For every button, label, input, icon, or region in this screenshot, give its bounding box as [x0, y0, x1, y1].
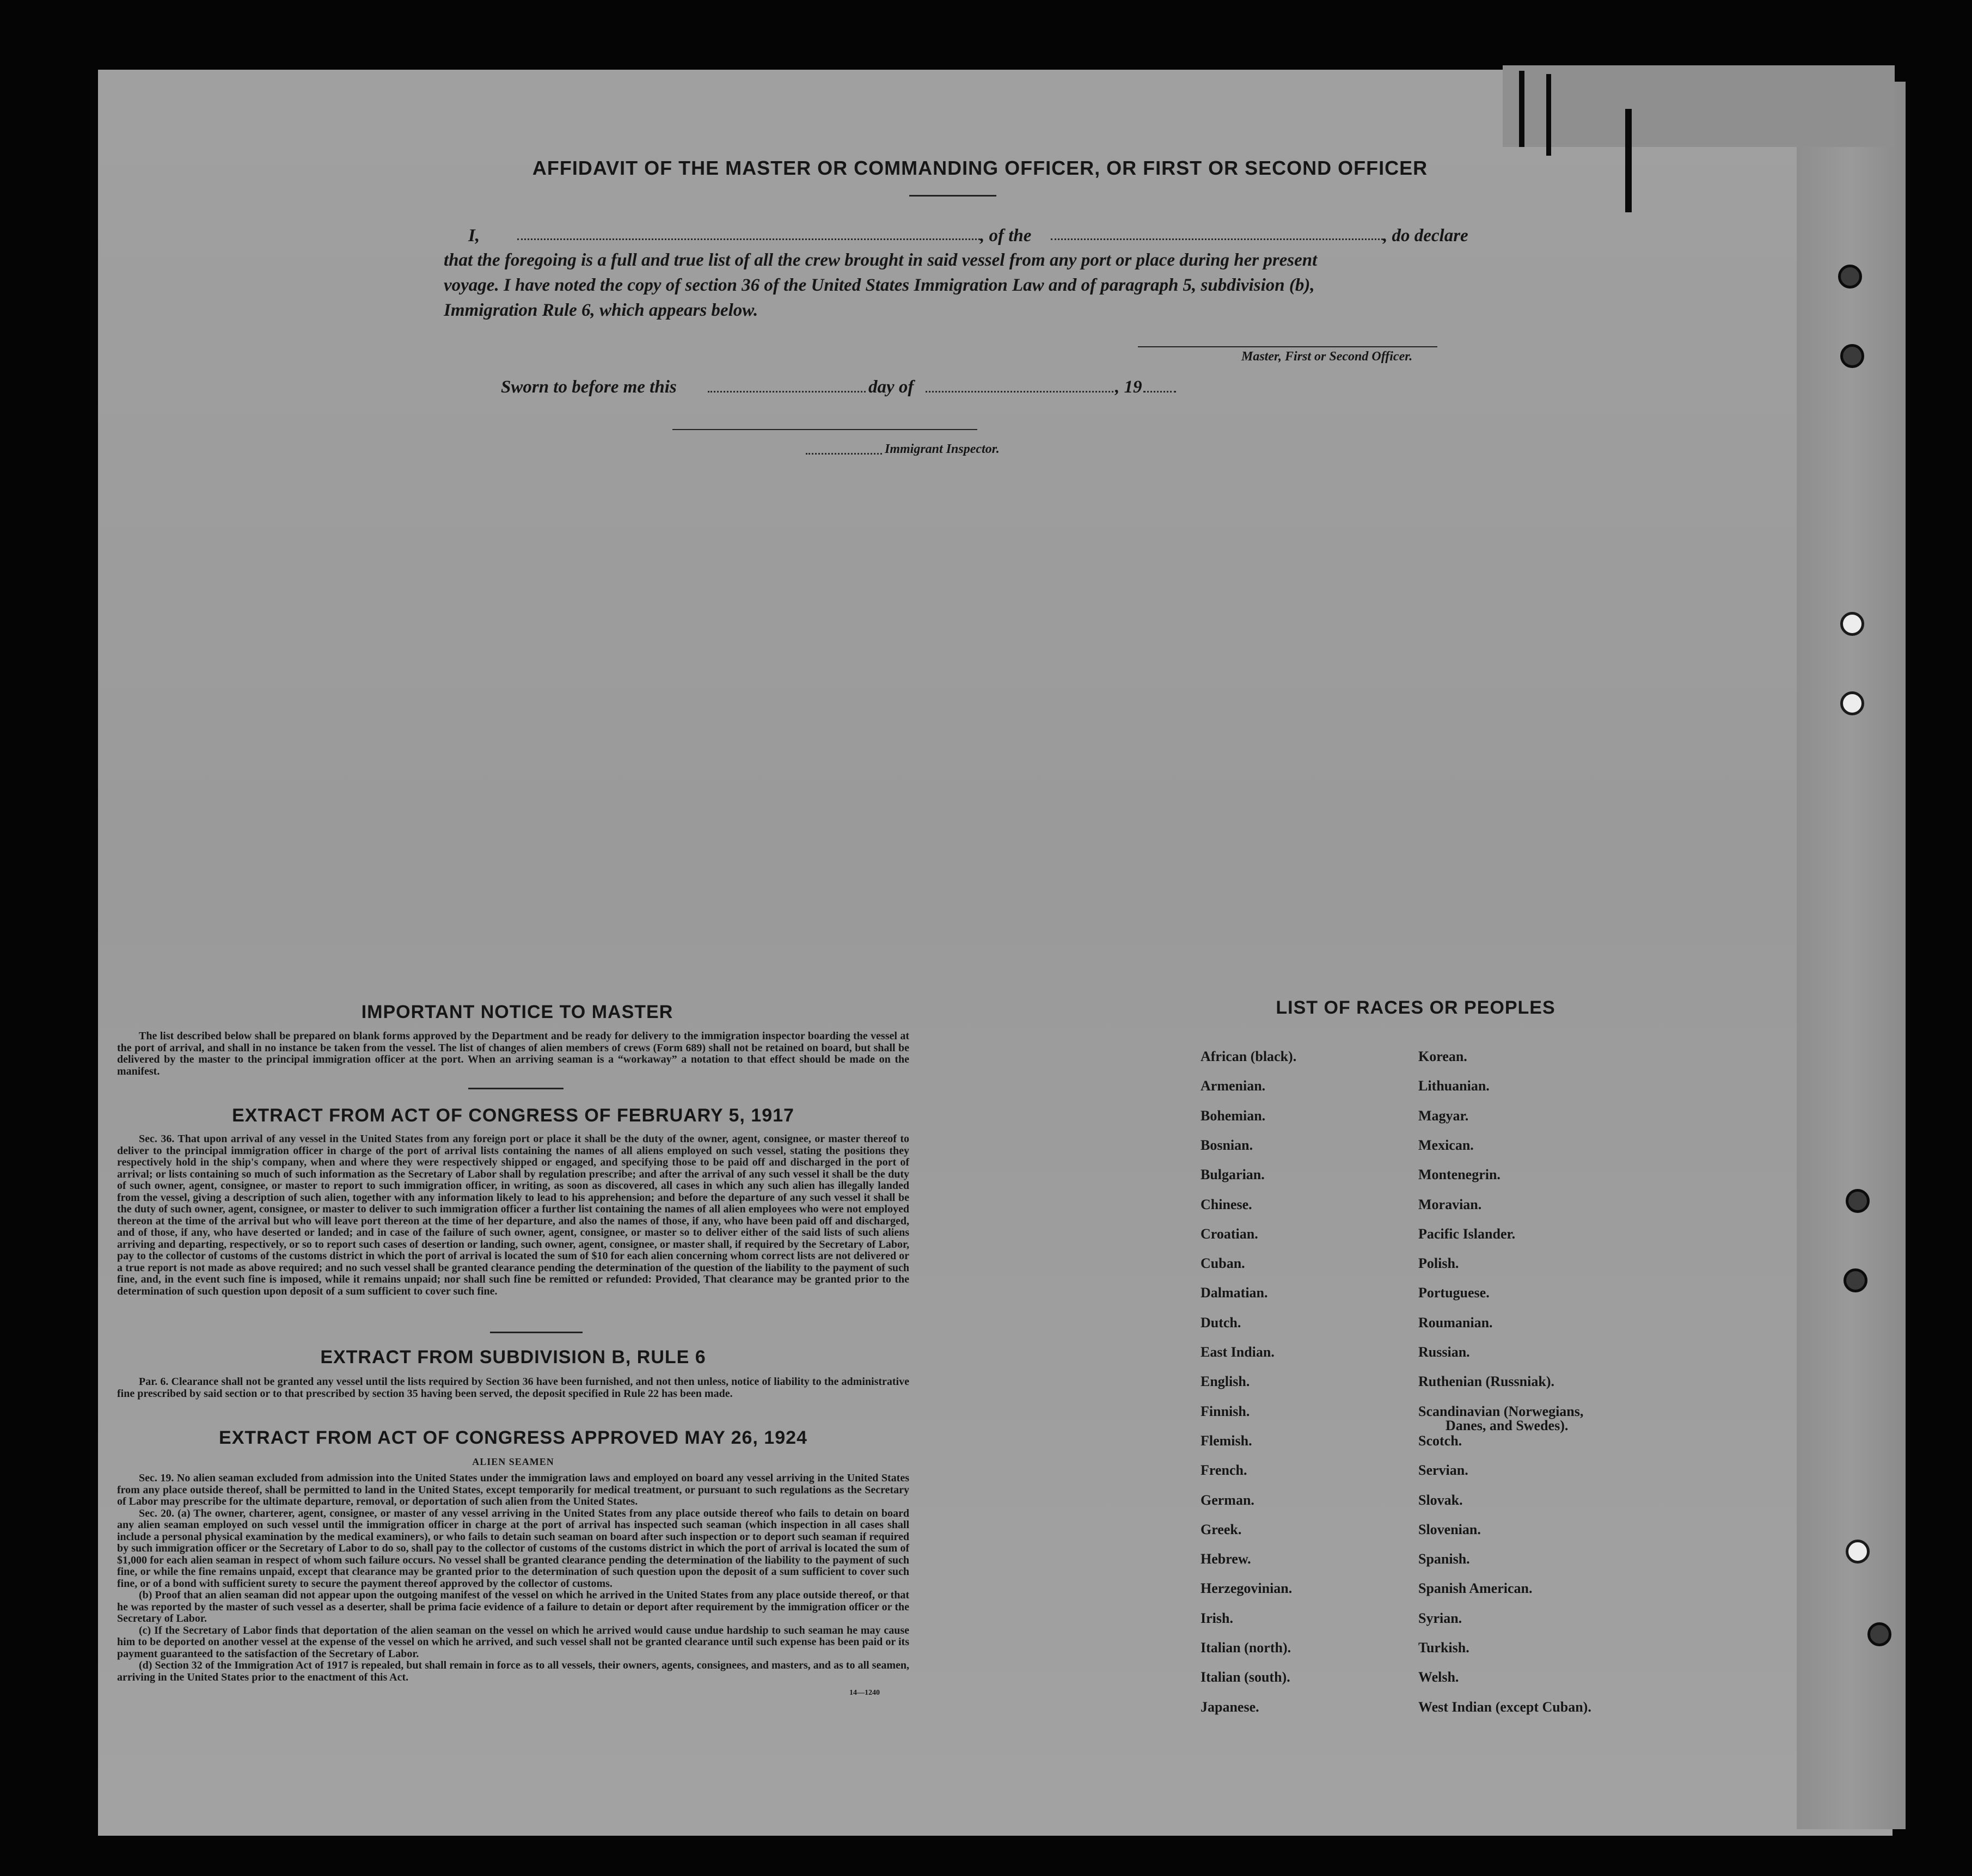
sworn-day-field[interactable]: [708, 391, 866, 393]
binder-tab: [1519, 71, 1524, 147]
race-item: Cuban.: [1201, 1255, 1245, 1271]
race-item: Slovak.: [1418, 1492, 1463, 1508]
alien-seamen-subtitle: ALIEN SEAMEN: [472, 1456, 554, 1467]
inspector-label: Immigrant Inspector.: [885, 442, 1000, 456]
par-6-text: Par. 6. Clearance shall not be granted any vessel until the lists required by Section 36 have been furnished, and not then unless, notice of liability to the administrative fine prescribed by said section or to that prescribed by section 35 having been served, the deposit specified in Rule 22 has been made.: [117, 1376, 909, 1400]
race-item: Servian.: [1418, 1462, 1468, 1478]
binder-tab: [1546, 74, 1551, 156]
punch-hole: [1840, 344, 1864, 368]
divider: [490, 1332, 583, 1333]
race-item: French.: [1201, 1462, 1247, 1478]
notice-body: [117, 1031, 909, 1077]
race-item: Lithuanian.: [1418, 1078, 1490, 1094]
race-item: Croatian.: [1201, 1226, 1258, 1242]
race-item: Roumanian.: [1418, 1315, 1493, 1331]
punch-hole: [1846, 1540, 1870, 1564]
title-underline: [909, 195, 996, 197]
extract-1917-body: [117, 1133, 909, 1297]
race-item: Dutch.: [1201, 1315, 1241, 1331]
race-item: Syrian.: [1418, 1610, 1462, 1626]
master-signature-label: Master, First or Second Officer.: [1241, 350, 1413, 364]
binder-tab: [1625, 109, 1632, 212]
race-item: Italian (north).: [1201, 1640, 1291, 1656]
affidavit-line-2: that the foregoing is a full and true list of all the crew brought in said vessel from any port or place during her present: [444, 250, 1318, 270]
section-20d-text: (d) Section 32 of the Immigration Act of 1917 is repealed, but shall remain in force as to all vessels, their owners, agents, consignees, and masters, and as to all seamen, arriving in the United States prior to the enactment of this Act.: [117, 1659, 909, 1683]
race-item: Bohemian.: [1201, 1108, 1266, 1124]
race-item: East Indian.: [1201, 1344, 1275, 1360]
race-item: Ruthenian (Russniak).: [1418, 1374, 1554, 1389]
race-item: Hebrew.: [1201, 1551, 1251, 1567]
race-item: Welsh.: [1418, 1669, 1459, 1685]
race-item: Danes, and Swedes).: [1446, 1418, 1569, 1433]
race-item: Pacific Islander.: [1418, 1226, 1516, 1242]
punch-hole: [1846, 1189, 1870, 1213]
race-item: Spanish.: [1418, 1551, 1470, 1567]
section-36-text: Sec. 36. That upon arrival of any vessel in the United States from any foreign port or place it shall be the duty of the owner, agent, consignee, or master thereof to deliver to the principal immigration officer in charge of the port of arrival lists containing the names of all aliens employed on such vessel, stating the positions they respectively hold in the ship's company, when and where they were respectively shipped or engaged, and specifying those to be paid off and discharged in the port of arrival; or lists containing so much of such information as the Secretary of Labor shall by regulation prescribe; and after the arrival of any such vessel it shall be the duty of such owner, agent, consignee, or master to report to such immigration officer, in writing, as soon as discovered, all cases in which any such alien has illegally landed from the vessel, giving a description of such alien, together with any information likely to lead to his apprehension; and before the departure of any such vessel it shall be the duty of such owner, agent, consignee, or master to deliver to such immigration officer a further list containing the names of all alien employees who were not employed thereon at the time of the arrival but who will leave port thereon at the time of her departure, and also the names of those, if any, who have been paid off and discharged, and of those, if any, who have deserted or landed; and in case of the failure of such owner, agent, consignee, or master so to deliver either of the said lists of such aliens arriving and departing, respectively, or so to report such cases of desertion or landing, such owner, agent, consignee, or master shall, if required by the Secretary of Labor, pay to the collector of customs of the customs district in which the port of arrival is located the sum of $10 for each alien concerning whom correct lists are not delivered or a true report is not made as above required; and no such vessel shall be granted clearance pending the determination of the question of the liability to the payment of such fine, and, in the event such fine is imposed, while it remains unpaid; nor shall such fine be remitted or refunded: Provided, That clearance may be granted prior to the determination of such question upon deposit of a sum sufficient to cover such fine.: [117, 1133, 909, 1297]
race-item: West Indian (except Cuban).: [1418, 1699, 1591, 1715]
declare-label: , do declare: [1383, 226, 1468, 246]
race-item: Turkish.: [1418, 1640, 1469, 1656]
race-item: African (black).: [1201, 1049, 1297, 1064]
section-20a-text: Sec. 20. (a) The owner, charterer, agent, consignee, or master of any vessel arriving in the United States from any place outside thereof who fails to detain on board any alien seaman employed on such vessel until the immigration officer in charge at the port of arrival has inspected such seaman (which inspection in all cases shall include a personal physical examination by the medical examiners), or who fails to detain such seaman on board after such inspection or to deport such seaman if required by such immigration officer or the Secretary of Labor to do so, shall pay to the collector of customs of the customs district in which the port of arrival is located the sum of $1,000 for each alien seaman in respect of whom such failure occurs. No vessel shall be granted clearance pending the determination of the liability to the payment of such fine, or while the fine remains unpaid, except that clearance may be granted prior to the determination of such question upon the deposit of a sum sufficient to cover such fine, or of a bond with sufficient surety to secure the payment thereof approved by the collector of customs.: [117, 1507, 909, 1590]
race-item: Irish.: [1201, 1610, 1233, 1626]
punch-hole: [1844, 1268, 1867, 1292]
of-the-label: , of the: [980, 226, 1032, 246]
extract-1917-title: EXTRACT FROM ACT OF CONGRESS OF FEBRUARY 5, 1917: [232, 1105, 794, 1126]
race-item: Polish.: [1418, 1255, 1459, 1271]
extract-rule6-body: [117, 1376, 909, 1400]
inspector-signature-line[interactable]: [672, 429, 977, 430]
section-19-text: Sec. 19. No alien seaman excluded from admission into the United States under the immigration laws and employed on board any vessel arriving in the United States from any place outside thereof, shall be permitted to land in the United States, except temporarily for medical treatment, or pursuant to such regulations as the Secretary of Labor may prescribe for the ultimate departure, removal, or deportation of such alien from the United States.: [117, 1472, 909, 1507]
punch-hole: [1840, 612, 1864, 636]
sworn-label: Sworn to before me this: [501, 377, 677, 397]
race-item: Moravian.: [1418, 1197, 1482, 1212]
extract-1924-title: EXTRACT FROM ACT OF CONGRESS APPROVED MAY 26, 1924: [219, 1427, 807, 1448]
section-20c-text: (c) If the Secretary of Labor finds that deportation of the alien seaman on the vessel on which he arrived would cause undue hardship to such seaman he may cause him to be deported on another vessel at the expense of the vessel on which he arrived, and such vessel shall not be granted clearance until such expense has been paid or its payment guaranteed to the satisfaction of the Secretary of Labor.: [117, 1624, 909, 1660]
punch-hole: [1867, 1622, 1891, 1646]
race-item: Armenian.: [1201, 1078, 1266, 1094]
race-item: German.: [1201, 1492, 1254, 1508]
affidavit-line-3: voyage. I have noted the copy of section 36 of the United States Immigration Law and of paragraph 5, subdivision (b),: [444, 275, 1315, 295]
race-item: Scandinavian (Norwegians,: [1418, 1403, 1584, 1419]
race-item: Japanese.: [1201, 1699, 1259, 1715]
race-item: Portuguese.: [1418, 1285, 1490, 1301]
notice-title: IMPORTANT NOTICE TO MASTER: [361, 1002, 673, 1022]
torn-corner: [1503, 65, 1895, 147]
race-item: Korean.: [1418, 1049, 1467, 1064]
divider: [468, 1088, 564, 1089]
form-number: 14—1240: [849, 1689, 880, 1697]
declarant-name-field[interactable]: [517, 238, 980, 240]
race-item: English.: [1201, 1374, 1250, 1389]
race-item: Finnish.: [1201, 1403, 1250, 1419]
race-item: Chinese.: [1201, 1197, 1252, 1212]
punch-hole: [1840, 691, 1864, 715]
race-item: Magyar.: [1418, 1108, 1469, 1124]
year-label: , 19: [1115, 377, 1142, 397]
race-item: Bulgarian.: [1201, 1167, 1265, 1182]
race-item: Bosnian.: [1201, 1137, 1253, 1153]
extract-1924-body: [117, 1473, 909, 1683]
inspector-dots: [806, 453, 882, 455]
races-title: LIST OF RACES OR PEOPLES: [1276, 997, 1555, 1018]
section-20b-text: (b) Proof that an alien seaman did not appear upon the outgoing manifest of the vessel on which he arrived in the United States from any place outside thereof, or that he was reported by the master of such vessel as a deserter, shall be prima facie evidence of a failure to detain or deport after requirement by the immigration officer or the Secretary of Labor.: [117, 1589, 909, 1624]
race-item: Dalmatian.: [1201, 1285, 1268, 1301]
race-item: Greek.: [1201, 1522, 1242, 1537]
race-item: Mexican.: [1418, 1137, 1474, 1153]
race-item: Scotch.: [1418, 1433, 1462, 1449]
vessel-field[interactable]: [1051, 238, 1383, 240]
affidavit-line-4: Immigration Rule 6, which appears below.: [444, 301, 758, 320]
race-item: Herzegovinian.: [1201, 1580, 1293, 1596]
race-item: Italian (south).: [1201, 1669, 1290, 1685]
bleed-through-text: [163, 463, 174, 481]
declarant-prefix: I,: [468, 226, 480, 246]
punch-hole: [1838, 265, 1862, 289]
sworn-month-field[interactable]: [926, 391, 1113, 393]
sworn-year-field[interactable]: [1143, 391, 1176, 393]
race-item: Russian.: [1418, 1344, 1470, 1360]
day-of-label: day of: [868, 377, 914, 397]
extract-rule6-title: EXTRACT FROM SUBDIVISION B, RULE 6: [320, 1347, 706, 1368]
notice-paragraph: The list described below shall be prepared on blank forms approved by the Department and be ready for delivery to the immigration inspector boarding the vessel at the port of arrival, and shall in no instance be taken from the vessel. The list of changes of alien members of crews (Form 689) shall not be retained on board, but shall be delivered by the master to the principal immigration officer at the port. When an arriving seaman is a “workaway” a notation to that effect should be made on the manifest.: [117, 1030, 909, 1077]
race-item: Slovenian.: [1418, 1522, 1481, 1537]
race-item: Flemish.: [1201, 1433, 1252, 1449]
affidavit-title: AFFIDAVIT OF THE MASTER OR COMMANDING OFFICER, OR FIRST OR SECOND OFFICER: [532, 157, 1428, 179]
race-item: Montenegrin.: [1418, 1167, 1501, 1182]
race-item: Spanish American.: [1418, 1580, 1533, 1596]
